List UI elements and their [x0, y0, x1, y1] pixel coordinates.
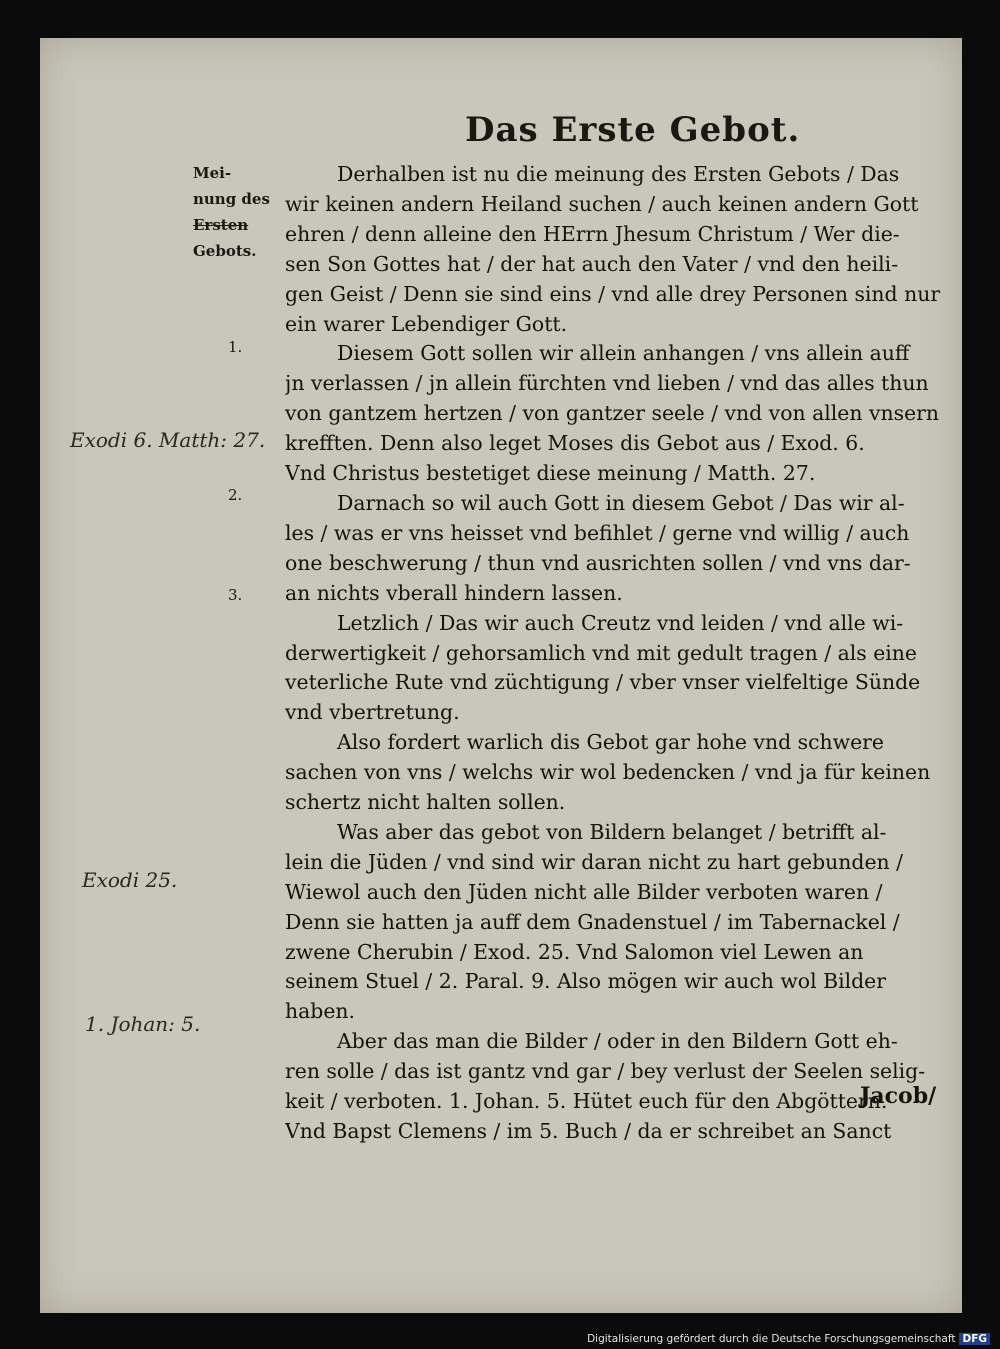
text-line: Derhalben ist nu die meinung des Ersten Gebots / Das [337, 162, 900, 186]
margin-note-printed [193, 160, 270, 264]
dfg-logo: DFG [959, 1333, 990, 1345]
margin-note-line: Gebots. [193, 242, 257, 260]
text-line: zwene Cherubin / Exod. 25. Vnd Salomon viel Lewen an [285, 939, 864, 964]
text-line: krefften. Denn also leget Moses dis Gebot aus / Exod. 6. [285, 431, 865, 456]
text-line: Also fordert warlich dis Gebot gar hohe vnd schwere [337, 730, 884, 755]
text-line: sen Son Gottes hat / der hat auch den Vater / vnd den heili- [285, 251, 899, 276]
text-line: seinem Stuel / 2. Paral. 9. Also mögen wir auch wol Bilder [285, 969, 886, 994]
section-numeral: 3. [228, 586, 243, 604]
text-line: keit / verboten. 1. Johan. 5. Hütet euch für den Abgöttern. [285, 1089, 888, 1114]
text-line: Diesem Gott sollen wir allein anhangen / vns allein auff [337, 341, 910, 366]
margin-note-line: Ersten [193, 216, 249, 234]
margin-note-line: nung des [193, 190, 270, 208]
text-line: Vnd Christus bestetiget diese meinung / Matth. 27. [285, 461, 816, 486]
text-line: one beschwerung / thun vnd ausrichten sollen / vnd vns dar- [285, 550, 911, 575]
text-line: Vnd Bapst Clemens / im 5. Buch / da er schreibet an Sanct [285, 1119, 892, 1143]
text-line: ehren / denn alleine den HErrn Jhesum Christum / Wer die- [285, 221, 900, 246]
handwritten-note: Exodi 6. Matth: 27. [70, 428, 266, 452]
text-line: gen Geist / Denn sie sind eins / vnd alle drey Personen sind nur [285, 281, 941, 306]
section-numeral: 2. [228, 486, 243, 504]
text-line: Aber das man die Bilder / oder in den Bildern Gott eh- [337, 1029, 898, 1054]
text-line: jn verlassen / jn allein fürchten vnd lieben / vnd das alles thun [285, 371, 929, 396]
text-line: vnd vbertretung. [285, 700, 460, 725]
text-line: Wiewol auch den Jüden nicht alle Bilder verboten waren / [285, 879, 883, 904]
page-header: Das Erste Gebot. [465, 110, 801, 150]
handwritten-note: 1. Johan: 5. [85, 1012, 201, 1036]
text-line: sachen von vns / welchs wir wol bedencken / vnd ja für keinen [285, 760, 931, 785]
handwritten-note: Exodi 25. [82, 868, 178, 892]
text-line: ein warer Lebendiger Gott. [285, 311, 568, 336]
text-line: ren solle / das ist gantz vnd gar / bey verlust der Seelen selig- [285, 1059, 926, 1084]
section-numeral: 1. [228, 338, 243, 356]
text-line: Denn sie hatten ja auff dem Gnadenstuel / im Tabernackel / [285, 909, 900, 934]
text-line: Darnach so wil auch Gott in diesem Gebot / Das wir al- [337, 490, 905, 515]
text-line: derwertigkeit / gehorsamlich vnd mit gedult tragen / als eine [285, 640, 918, 665]
text-line: wir keinen andern Heiland suchen / auch keinen andern Gott [285, 191, 919, 216]
text-line: haben. [285, 999, 356, 1024]
margin-note-line: Mei- [193, 164, 232, 182]
text-line: lein die Jüden / vnd sind wir daran nicht zu hart gebunden / [285, 849, 904, 874]
text-line: schertz nicht halten sollen. [285, 790, 566, 815]
text-line: les / was er vns heisset vnd befihlet / gerne vnd willig / auch [285, 520, 910, 545]
catchword: Jacob/ [860, 1083, 937, 1109]
text-line: Was aber das gebot von Bildern belanget / betrifft al- [337, 819, 887, 844]
footer-text: Digitalisierung gefördert durch die Deutsche Forschungsgemeinschaft [587, 1333, 956, 1345]
footer-credit [587, 1333, 990, 1345]
text-line: von gantzem hertzen / von gantzer seele / vnd von allen vnsern [285, 401, 940, 426]
text-line: veterliche Rute vnd züchtigung / vber vnser vielfeltige Sünde [285, 670, 921, 695]
text-line: an nichts vberall hindern lassen. [285, 580, 623, 605]
text-line: Letzlich / Das wir auch Creutz vnd leiden / vnd alle wi- [337, 610, 904, 635]
body-text [285, 160, 957, 1147]
